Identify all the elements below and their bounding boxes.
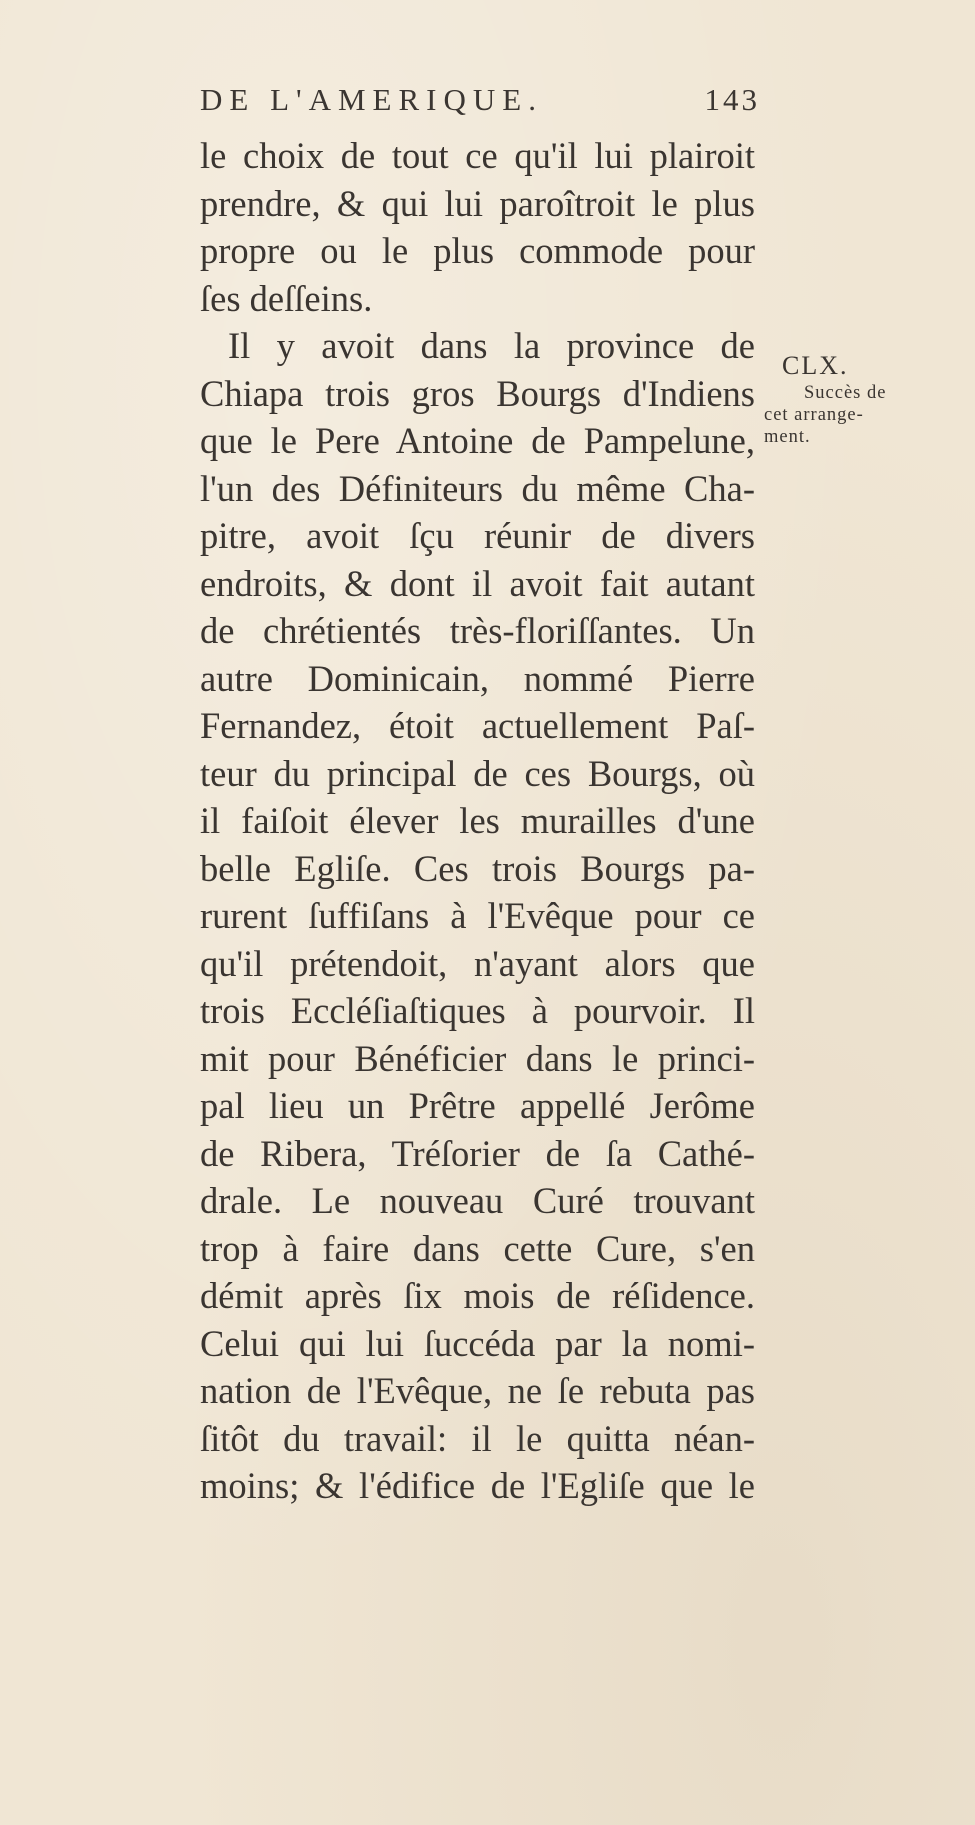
page-number: 143 [704, 82, 760, 117]
text-line: endroits, & dont il avoit fait autant [200, 562, 755, 604]
text-line: le choix de tout ce qu'il lui plairoit [200, 135, 755, 176]
text-line: que le Pere Antoine de Pampelune, [200, 420, 755, 461]
text-line: propre ou le plus commode pour [200, 230, 755, 271]
text-line: pitre, avoit ſçu réunir de divers [200, 515, 755, 556]
text-line: belle Egliſe. Ces trois Bourgs pa- [200, 847, 755, 889]
text-line: Il y avoit dans la province de [228, 325, 755, 366]
text-line: l'un des Définiteurs du même Cha- [200, 467, 755, 509]
text-line: ſes deſſeins. [200, 277, 373, 319]
margin-note-line: Succès de [804, 383, 887, 403]
text-line: Chiapa trois gros Bourgs d'Indiens [200, 372, 755, 414]
text-line: mit pour Bénéficier dans le princi- [200, 1037, 755, 1079]
margin-note [760, 350, 940, 448]
text-line: de Ribera, Tréſorier de ſa Cathé- [200, 1132, 755, 1174]
text-line: drale. Le nouveau Curé trouvant [200, 1180, 755, 1221]
body-text [200, 132, 755, 1510]
text-line: pal lieu un Prêtre appellé Jerôme [200, 1085, 755, 1126]
text-line: Fernandez, étoit actuellement Paſ- [200, 705, 755, 746]
text-line: Celui qui lui ſuccéda par la nomi- [200, 1322, 755, 1364]
text-line: prendre, & qui lui paroîtroit le plus [200, 182, 755, 224]
text-line: de chrétientés très-floriſſantes. Un [200, 610, 755, 651]
text-line: il faiſoit élever les murailles d'une [200, 800, 755, 841]
text-line: démit après ſix mois de réſidence. [200, 1275, 755, 1316]
text-line: nation de l'Evêque, ne ſe rebuta pas [200, 1370, 755, 1411]
text-line: moins; & l'édifice de l'Egliſe que le [200, 1465, 755, 1506]
margin-note-line: cet arrange- [764, 405, 864, 425]
text-line: teur du principal de ces Bourgs, où [200, 752, 755, 794]
margin-note-line: ment. [764, 427, 811, 447]
text-line: qu'il prétendoit, n'ayant alors que [200, 942, 755, 984]
text-line: trois Eccléſiaſtiques à pourvoir. Il [200, 990, 755, 1031]
running-head [200, 82, 760, 122]
text-line: trop à faire dans cette Cure, s'en [200, 1227, 755, 1269]
text-line: autre Dominicain, nommé Pierre [200, 657, 755, 699]
margin-note-number: CLX. [782, 351, 849, 380]
text-line: ſitôt du travail: il le quitta néan- [200, 1417, 755, 1459]
text-line: rurent ſuffiſans à l'Evêque pour ce [200, 895, 755, 936]
running-title: DE L'AMERIQUE. [200, 82, 543, 117]
